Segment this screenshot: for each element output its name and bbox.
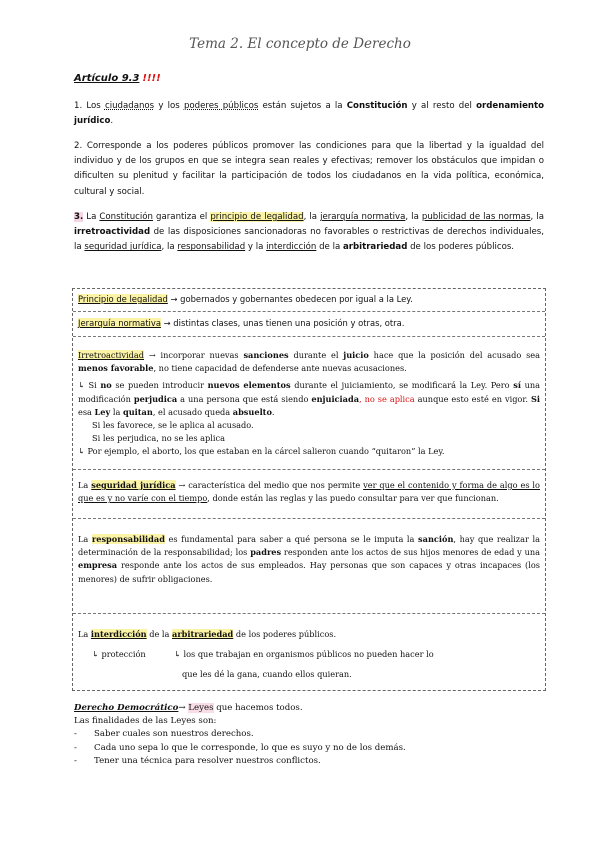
divider (73, 469, 545, 470)
paragraph-2: 2. Corresponde a los poderes públicos promover las condiciones para que la libertad y la igualdad del individuo y de los grupos en que se integra sean reales y efectivas; remover los obstáculos que impidan o dificulten su plenitud y facilitar la participación de todos los ciudadanos en la vida política, económica, cultural y social. (74, 141, 544, 197)
list-item: - Cada uno sepa lo que le corresponde, lo que es suyo y no de los demás. (74, 742, 406, 753)
paragraph-3: 3. La Constitución garantiza el principio de legalidad, la jerarquía normativa, la publicidad de las normas, la irretroactividad de las disposiciones sancionadoras no favorables o restrictivas de derechos individuales, la seguridad jurídica, la responsabilidad y la interdicción de la arbitrariedad de los poderes públicos. (74, 212, 544, 253)
article-label: Artículo 9.3 (74, 73, 140, 84)
divider (73, 518, 545, 519)
footer-section: Derecho Democrático→ Leyes que hacemos todos. Las finalidades de las Leyes son: - Saber cuales son nuestros derechos. - Cada uno sepa lo que le corresponde, lo que es suyo y no de los demás. - Tener una técnica para resolver nuestros conflictos. (74, 702, 406, 768)
seguridad-note: La seguridad jurídica → característica del medio que nos permite ver que el contenido y forma de algo es lo que es y no varíe con el tiempo, donde están las reglas y las puedo consultar para ver que funcionan. (78, 480, 540, 504)
paragraph-1: 1. Los ciudadanos y los poderes públicos están sujetos a la Constitución y al resto del ordenamiento jurídico. (74, 101, 545, 127)
interdiccion-note: La interdicción de la arbitrariedad de los poderes públicos. ↳ protección ↳ los que trabajan en organismos públicos no pueden hacer lo que les dé la gana, cuando ellos quieran. (78, 629, 434, 680)
divider (73, 613, 545, 614)
list-item: - Saber cuales son nuestros derechos. (74, 729, 254, 740)
irretroactividad-note: Irretroactividad → incorporar nuevas sanciones durante el juicio hace que la posición del acusado sea menos favorable, no tiene capacidad de defenderse ante nuevas acusaciones. ↳ Si no se pueden introducir nuevos elementos durante el juiciamiento, se modificará la Ley. Pero sí una modificación perjudica a una persona que está siendo enjuiciada, no se aplica aunque esto esté en vigor. Si esa Ley la quitan, el acusado queda absuelto. Si les favorece, se le aplica al acusado. Si les perjudica, no se les aplica ↳ Por ejemplo, el aborto, los que estaban en la cárcel salieron cuando “quitaron” la Ley. (78, 350, 540, 457)
page-title: Tema 2. El concepto de Derecho (189, 36, 411, 52)
divider (73, 336, 545, 337)
exclamation-marks: !!!! (142, 73, 161, 84)
jerarquia-note: Jerarquía normativa → distintas clases, unas tienen una posición y otras, otra. (78, 318, 405, 328)
legalidad-note: Principio de legalidad → gobernados y gobernantes obedecen por igual a la Ley. (78, 294, 413, 304)
list-item: - Tener una técnica para resolver nuestros conflictos. (74, 755, 321, 766)
notes-box (72, 288, 546, 691)
article-heading (74, 73, 161, 84)
divider (73, 311, 545, 312)
responsabilidad-note: La responsabilidad es fundamental para saber a qué persona se le imputa la sanción, hay que realizar la determinación de la responsabilidad; los padres responden ante los actos de sus hijos menores de edad y una empresa responde ante los actos de sus empleados. Hay personas que son capaces y otras incapaces (los menores) de sufrir obligaciones. (78, 534, 541, 584)
